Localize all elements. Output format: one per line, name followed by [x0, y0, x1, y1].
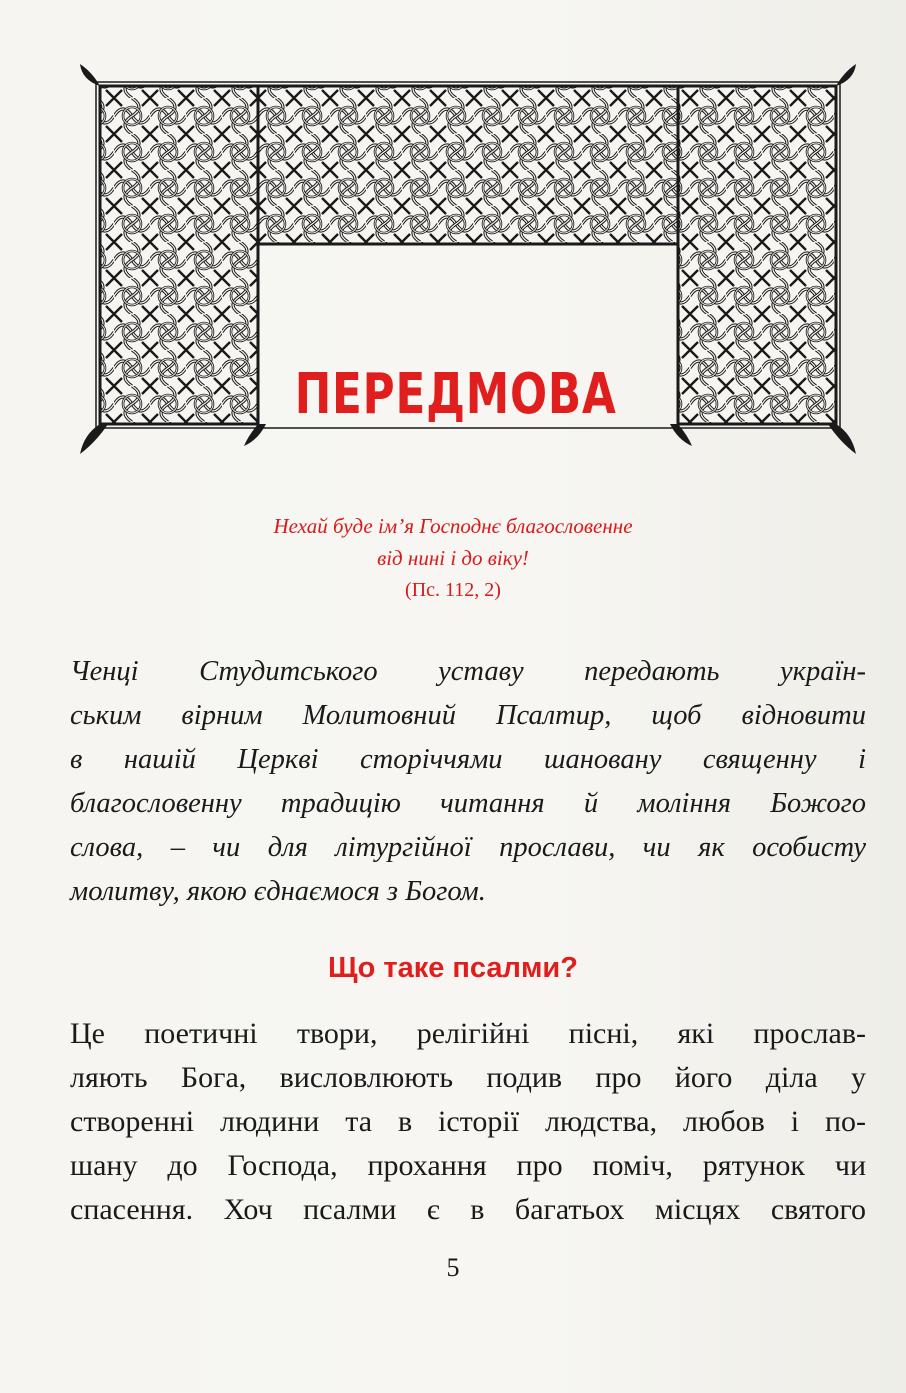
epigraph — [0, 510, 906, 606]
body-line: Це поетичні твори, релігійні пісні, які прослав- — [70, 1017, 866, 1050]
body-paragraph — [70, 1012, 866, 1232]
intro-line: в нашій Церкві сторіччями шановану священну і — [70, 744, 866, 775]
intro-paragraph — [70, 650, 866, 914]
epigraph-line: Нехай буде ім’я Господнє благословенне — [273, 514, 633, 538]
intro-line: молитву, якою єднаємося з Богом. — [70, 876, 486, 907]
epigraph-line: від нині і до віку! — [377, 546, 529, 570]
page-title: ПЕРЕДМОВА — [294, 362, 617, 427]
intro-line: ським вірним Молитовний Псалтир, щоб відновити — [70, 700, 866, 731]
intro-line: благословенну традицію читання й моління Божого — [70, 788, 866, 819]
body-line: спасення. Хоч псалми є в багатьох місцях святого — [70, 1193, 866, 1226]
section-heading: Що таке псалми? — [328, 952, 578, 984]
body-line: ляють Бога, висловлюють подив про його діла у — [70, 1061, 866, 1094]
page-number: 5 — [446, 1253, 460, 1282]
intro-line: Ченці Студитського уставу передають україн- — [70, 656, 866, 687]
epigraph-reference: (Пс. 112, 2) — [405, 579, 501, 601]
intro-line: слова, – чи для літургійної прослави, чи як особисту — [70, 832, 866, 863]
body-line: шану до Господа, прохання про поміч, рятунок чи — [70, 1149, 866, 1182]
body-line: створенні людини та в історії людства, любов і по- — [70, 1105, 866, 1138]
